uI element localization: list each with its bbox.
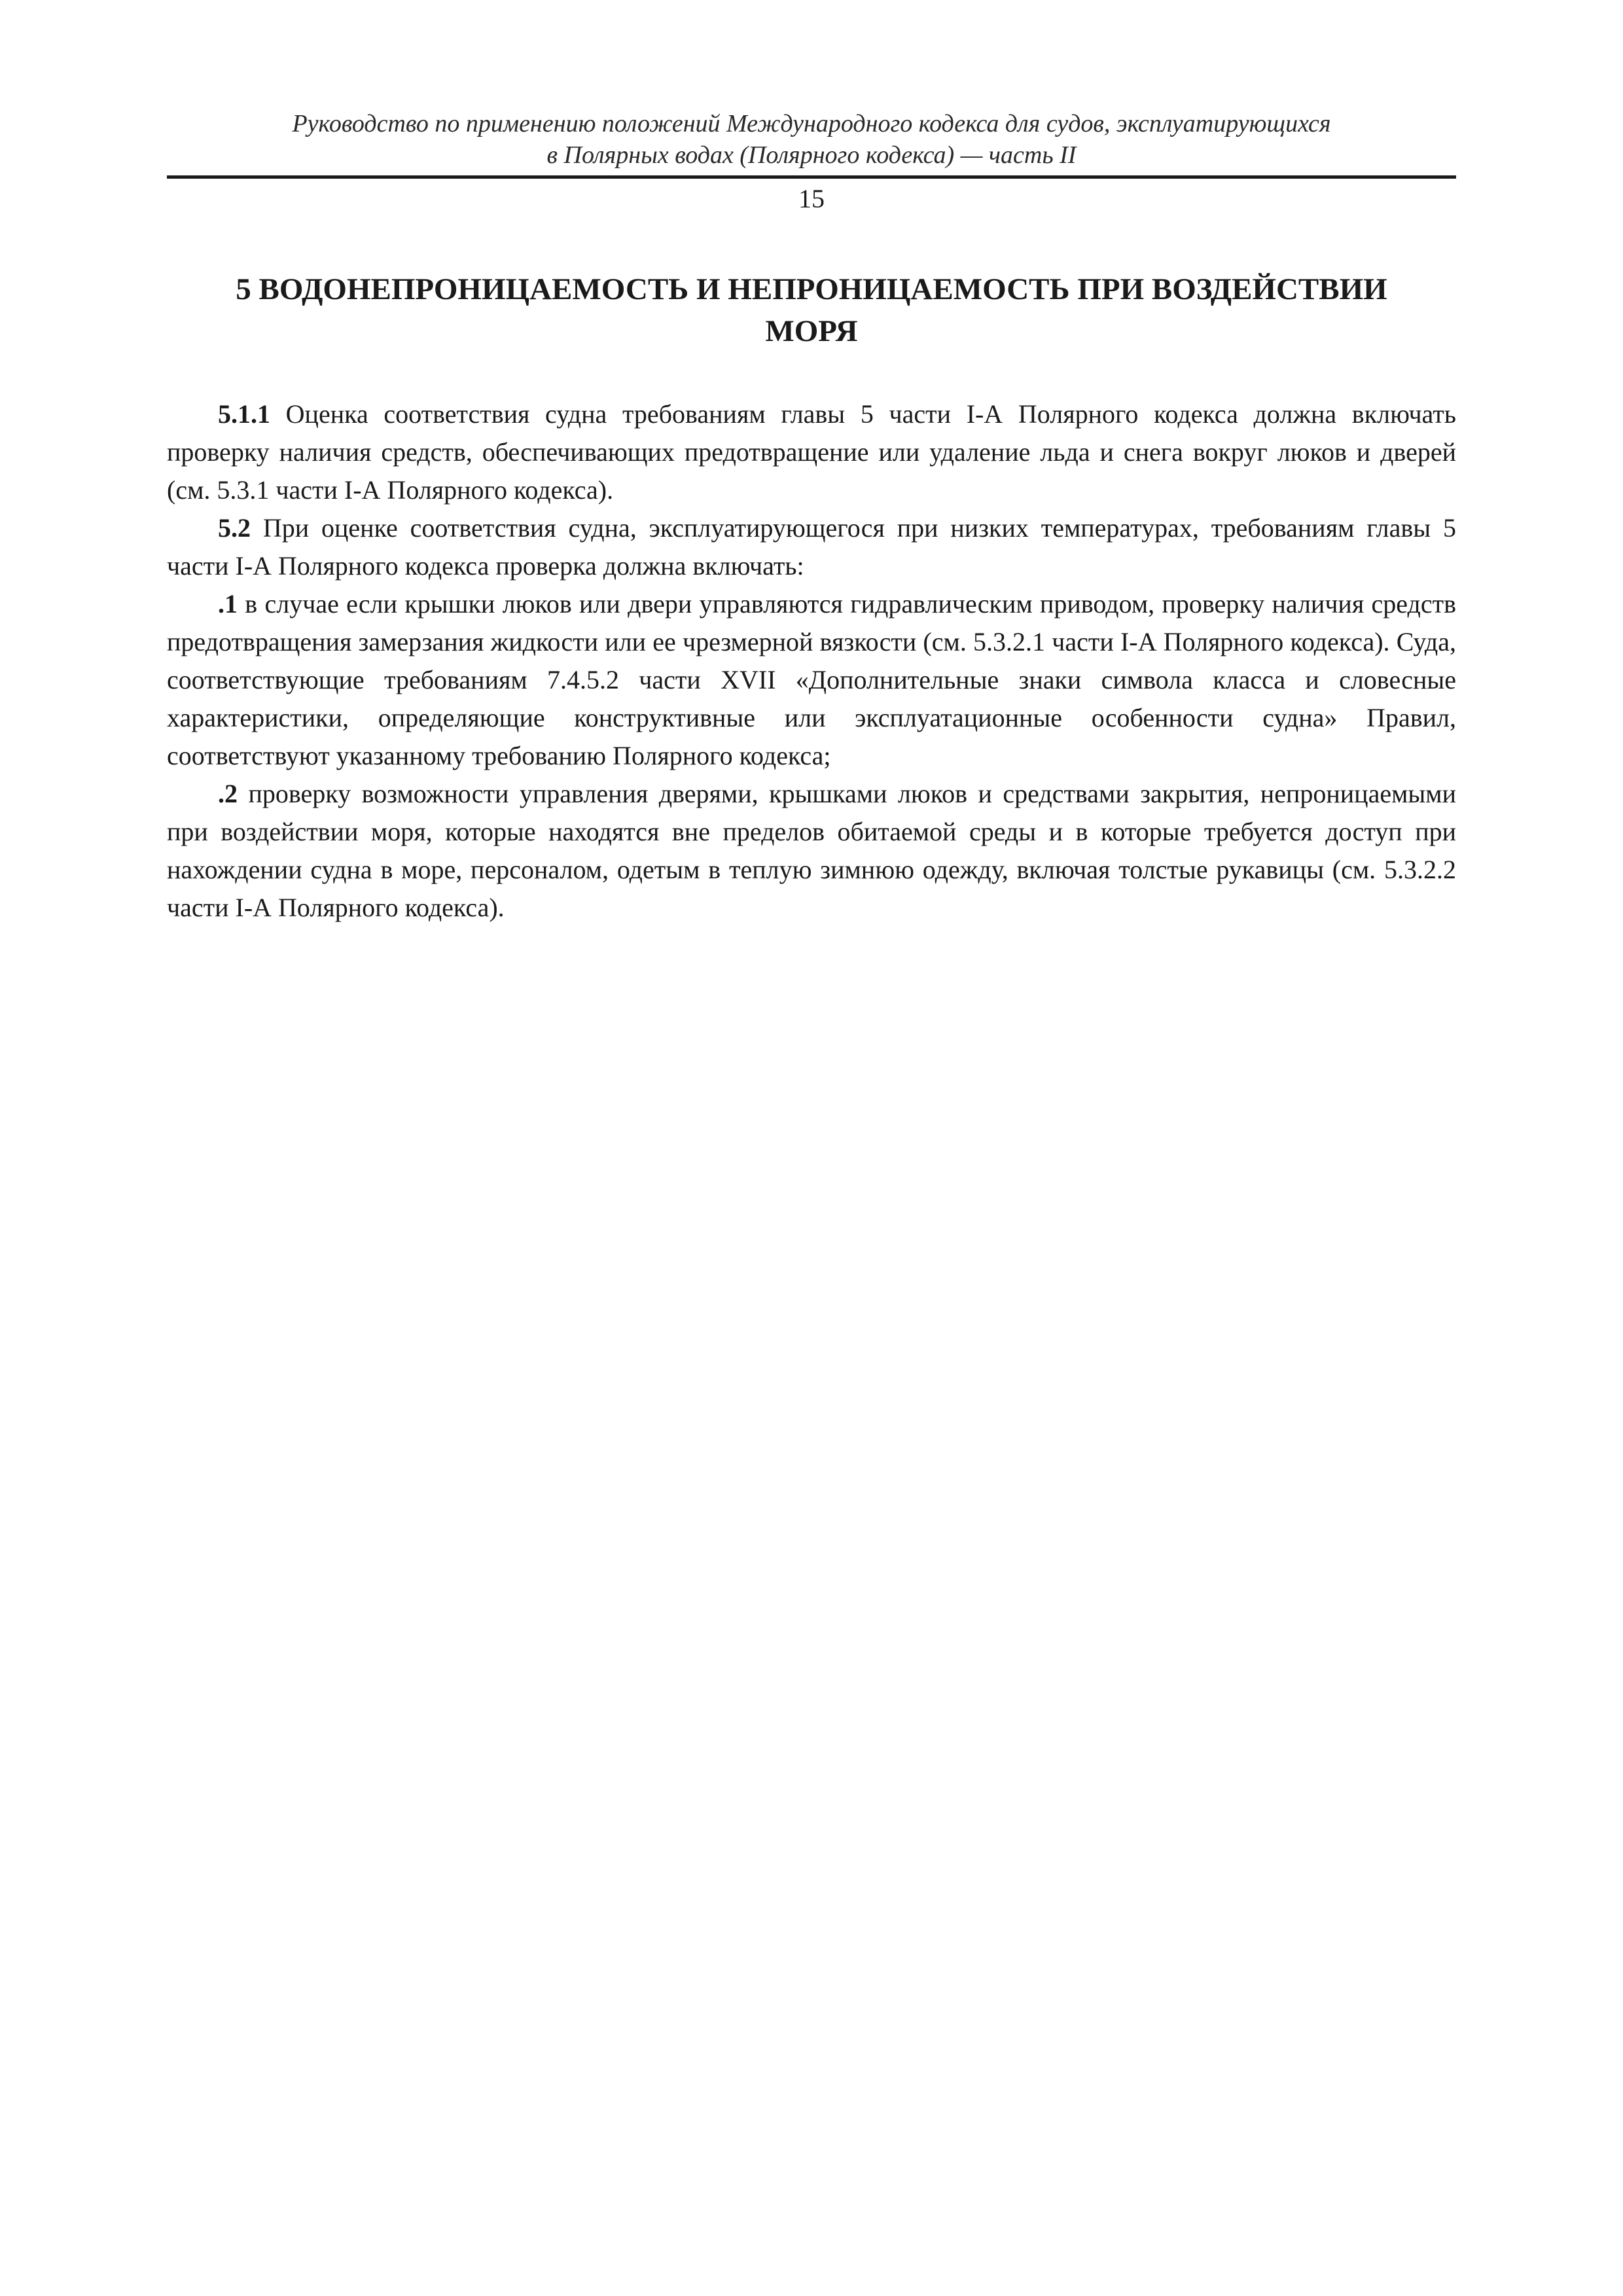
paragraph-text: в случае если крышки люков или двери управляются гидравлическим приводом, проверку наличия средств предотвращения замерзания жидкости или ее чрезмерной вязкости (см. 5.3.2.1 части I-А Полярного кодекса). Суда, соответствующие требованиям 7.4.5.2 части XVII «Дополнительные знаки символа класса и словесные характеристики, определяющие конструктивные или эксплуатационные особенности судна» Правил, соответствуют указанному требованию Полярного кодекса; bbox=[167, 589, 1456, 770]
paragraph-number: 5.2 bbox=[218, 513, 251, 543]
paragraph-item-1 bbox=[167, 585, 1456, 775]
paragraph-number: .1 bbox=[218, 589, 238, 619]
chapter-title-line-1: 5 ВОДОНЕПРОНИЦАЕМОСТЬ И НЕПРОНИЦАЕМОСТЬ ПРИ ВОЗДЕЙСТВИИ bbox=[236, 272, 1387, 306]
paragraph-text: проверку возможности управления дверями, крышками люков и средствами закрытия, непроницаемыми при воздействии моря, которые находятся вне пределов обитаемой среды и в которые требуется доступ при нахождении судна в море, персоналом, одетым в теплую зимнюю одежду, включая толстые рукавицы (см. 5.3.2.2 части I-А Полярного кодекса). bbox=[167, 779, 1456, 922]
body-text bbox=[167, 395, 1456, 927]
running-header bbox=[167, 108, 1456, 171]
chapter-title bbox=[167, 268, 1456, 352]
paragraph-item-2 bbox=[167, 775, 1456, 927]
running-header-line-2: в Полярных водах (Полярного кодекса) — часть II bbox=[546, 141, 1077, 169]
paragraph-text: Оценка соответствия судна требованиям главы 5 части I-А Полярного кодекса должна включать проверку наличия средств, обеспечивающих предотвращение или удаление льда и снега вокруг люков и дверей (см. 5.3.1 части I-А Полярного кодекса). bbox=[167, 399, 1456, 505]
paragraph-number: .2 bbox=[218, 779, 238, 808]
paragraph-number: 5.1.1 bbox=[218, 399, 270, 429]
paragraph-5-2 bbox=[167, 509, 1456, 585]
header-divider bbox=[167, 175, 1456, 179]
paragraph-5-1-1 bbox=[167, 395, 1456, 509]
running-header-line-1: Руководство по применению положений Международного кодекса для судов, эксплуатирующихся bbox=[292, 110, 1331, 137]
chapter-title-line-2: МОРЯ bbox=[765, 314, 858, 348]
paragraph-text: При оценке соответствия судна, эксплуатирующегося при низких температурах, требованиям главы 5 части I-А Полярного кодекса проверка должна включать: bbox=[167, 513, 1456, 581]
page-number: 15 bbox=[798, 184, 825, 213]
